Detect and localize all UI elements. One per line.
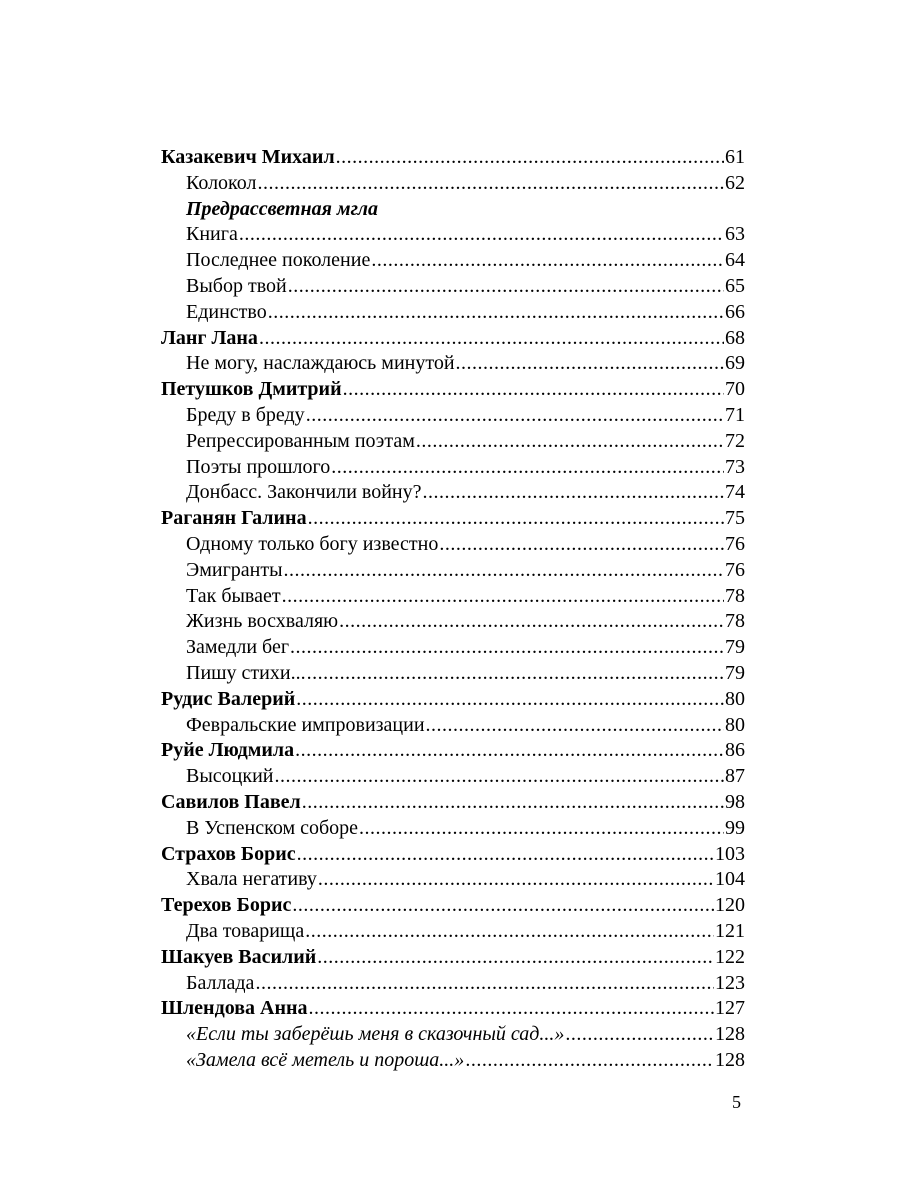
toc-page-number: 78 (725, 584, 745, 607)
toc-page-number: 69 (725, 352, 745, 375)
toc-page-number: 79 (725, 636, 745, 659)
toc-page-number: 128 (715, 1048, 745, 1071)
toc-title: Ланг Лана (161, 326, 258, 349)
dot-leader (426, 713, 724, 739)
toc-title: Шлендова Анна (161, 997, 308, 1020)
toc-page-number: 64 (725, 249, 745, 272)
toc-page-number: 70 (725, 378, 745, 401)
toc-title: Два товарища (186, 919, 305, 942)
toc-work-entry (161, 532, 745, 558)
toc-page-number: 76 (725, 532, 745, 555)
toc-page-number: 86 (725, 739, 745, 762)
toc-work-entry (161, 300, 745, 326)
toc-work-entry (161, 351, 745, 377)
dot-leader (359, 816, 724, 842)
page-number: 5 (732, 1092, 741, 1112)
toc-work-entry (161, 661, 745, 687)
dot-leader (565, 1022, 714, 1048)
toc-title: Донбасс. Закончили войну? (186, 481, 422, 504)
toc-page-number: 87 (725, 765, 745, 788)
toc-title: Страхов Борис (161, 842, 296, 865)
toc-title: Книга (186, 223, 238, 246)
toc-page-number: 80 (725, 713, 745, 736)
toc-work-entry (161, 480, 745, 506)
dot-leader (290, 635, 724, 661)
toc-title: Раганян Галина (161, 507, 307, 530)
toc-author-entry (161, 893, 745, 919)
dot-leader (423, 480, 725, 506)
toc-page-number: 103 (715, 842, 745, 865)
toc-work-entry (161, 248, 745, 274)
toc-page-number: 75 (725, 507, 745, 530)
toc-page-number: 99 (725, 816, 745, 839)
toc-title: «Если ты заберёшь меня в сказочный сад...» (186, 1023, 565, 1046)
toc-work-entry (161, 764, 745, 790)
toc-title: Последнее поколение (186, 249, 371, 272)
dot-leader (416, 429, 724, 455)
toc-page-number: 73 (725, 455, 745, 478)
dot-leader (336, 145, 724, 171)
toc-title: Баллада (186, 971, 255, 994)
dot-leader (465, 1048, 714, 1074)
dot-leader (296, 687, 724, 713)
toc-author-entry (161, 738, 745, 764)
toc-page-number: 127 (715, 997, 745, 1020)
toc-title: Единство (186, 300, 267, 323)
toc-title: Казакевич Михаил (161, 146, 335, 168)
toc-page-number: 121 (715, 919, 745, 942)
dot-leader (306, 403, 724, 429)
toc-author-entry (161, 506, 745, 532)
toc-work-entry (161, 558, 745, 584)
toc-page-number: 123 (715, 971, 745, 994)
dot-leader (259, 326, 724, 352)
toc-page-number: 62 (725, 171, 745, 194)
toc-work-entry (161, 609, 745, 635)
toc-title: Высоцкий (186, 765, 274, 788)
dot-leader (305, 919, 714, 945)
toc-section-heading (161, 197, 745, 223)
dot-leader (288, 274, 724, 300)
toc-page-number: 63 (725, 223, 745, 246)
toc-work-entry (161, 1022, 745, 1048)
toc-author-entry (161, 145, 745, 171)
toc-title: Колокол (186, 171, 257, 194)
dot-leader (456, 351, 724, 377)
dot-leader (274, 764, 724, 790)
dot-leader (295, 738, 724, 764)
toc-title: Эмигранты (186, 558, 283, 581)
toc-title: Пишу стихи... (186, 661, 306, 684)
toc-author-entry (161, 842, 745, 868)
toc-page-number: 128 (715, 1023, 745, 1046)
toc-title: Руйе Людмила (161, 739, 295, 762)
toc-title: Предрассветная мгла (186, 197, 378, 220)
toc-work-entry (161, 455, 745, 481)
table-of-contents (161, 145, 745, 1074)
toc-work-entry (161, 429, 745, 455)
toc-work-entry (161, 816, 745, 842)
toc-title: Поэты прошлого (186, 455, 331, 478)
toc-page-number: 122 (715, 945, 745, 968)
toc-title: Петушков Дмитрий (161, 378, 342, 401)
toc-title: Жизнь восхваляю (186, 610, 339, 633)
dot-leader (308, 506, 724, 532)
dot-leader (255, 971, 714, 997)
toc-page-number: 76 (725, 558, 745, 581)
toc-page-number: 120 (715, 894, 745, 917)
dot-leader (331, 455, 724, 481)
dot-leader (292, 893, 714, 919)
toc-work-entry (161, 919, 745, 945)
toc-work-entry (161, 713, 745, 739)
toc-author-entry (161, 790, 745, 816)
toc-page-number: 74 (725, 481, 745, 504)
toc-page-number: 68 (725, 326, 745, 349)
dot-leader (307, 661, 724, 687)
toc-page-number: 104 (715, 868, 745, 891)
dot-leader (268, 300, 724, 326)
toc-page-number: 66 (725, 300, 745, 323)
toc-work-entry (161, 171, 745, 197)
toc-title: Выбор твой (186, 274, 287, 297)
dot-leader (302, 790, 724, 816)
toc-title: Репрессированным поэтам (186, 429, 415, 452)
toc-work-entry (161, 584, 745, 610)
dot-leader (309, 996, 715, 1022)
toc-page-number: 80 (725, 687, 745, 710)
toc-author-entry (161, 687, 745, 713)
toc-work-entry (161, 971, 745, 997)
toc-title: Не могу, наслаждаюсь минутой (186, 352, 455, 375)
dot-leader (297, 842, 714, 868)
toc-page-number: 71 (725, 403, 745, 426)
toc-page-number: 79 (725, 661, 745, 684)
toc-work-entry (161, 635, 745, 661)
toc-page-number: 61 (725, 146, 745, 168)
toc-title: Бреду в бреду (186, 403, 305, 426)
toc-title: Одному только богу известно (186, 532, 439, 555)
dot-leader (257, 171, 724, 197)
toc-work-entry (161, 274, 745, 300)
dot-leader (282, 584, 724, 610)
toc-title: Замедли бег (186, 636, 290, 659)
toc-title: В Успенском соборе (186, 816, 359, 839)
dot-leader (339, 609, 724, 635)
dot-leader (343, 377, 724, 403)
toc-page-number: 98 (725, 790, 745, 813)
toc-author-entry (161, 326, 745, 352)
toc-title: Терехов Борис (161, 894, 292, 917)
toc-author-entry (161, 996, 745, 1022)
dot-leader (318, 867, 714, 893)
toc-title: Так бывает (186, 584, 281, 607)
toc-work-entry (161, 222, 745, 248)
dot-leader (371, 248, 724, 274)
toc-author-entry (161, 945, 745, 971)
toc-title: Шакуев Василий (161, 945, 317, 968)
dot-leader (317, 945, 714, 971)
dot-leader (239, 222, 724, 248)
toc-title: Рудис Валерий (161, 687, 296, 710)
toc-title: Февральские импровизации (186, 713, 425, 736)
toc-work-entry (161, 1048, 745, 1074)
toc-title: Савилов Павел (161, 790, 301, 813)
toc-author-entry (161, 377, 745, 403)
dot-leader (284, 558, 724, 584)
toc-title: «Замела всё метель и пороша...» (186, 1048, 465, 1071)
toc-page-number: 78 (725, 610, 745, 633)
toc-page-number: 65 (725, 274, 745, 297)
toc-page-number: 72 (725, 429, 745, 452)
toc-work-entry (161, 403, 745, 429)
toc-work-entry (161, 867, 745, 893)
toc-title: Хвала негативу (186, 868, 317, 891)
dot-leader (439, 532, 724, 558)
